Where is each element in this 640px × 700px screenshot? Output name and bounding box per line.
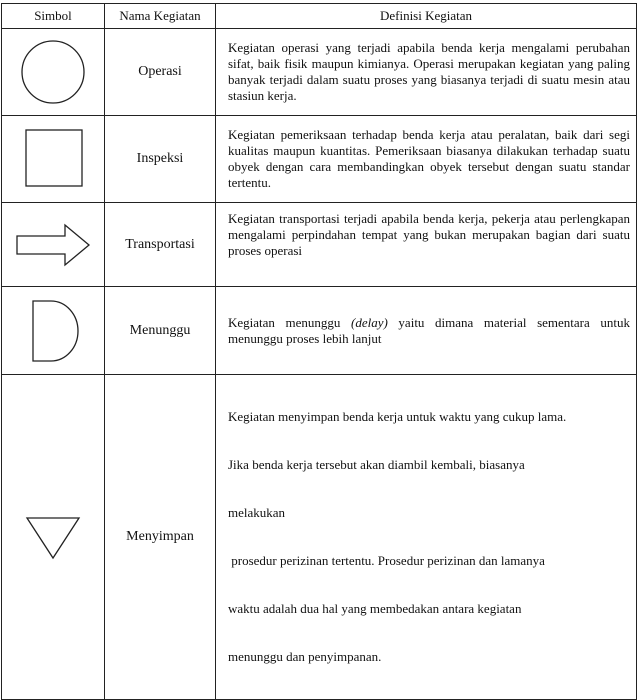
table-row <box>2 29 637 116</box>
symbol-cell <box>2 287 105 375</box>
table-row <box>2 203 637 287</box>
activity-definition: Kegiatan transportasi terjadi apabila benda kerja, pekerja atau perlengkapan mengalami perpindahan tempat yang bukan merupakan bagian dari suatu proses operasi <box>216 203 637 287</box>
symbol-cell <box>2 203 105 287</box>
table-header-row <box>2 4 637 29</box>
activity-symbol-table <box>1 3 637 700</box>
activity-definition: Kegiatan operasi yang terjadi apabila benda kerja mengalami perubahan sifat, baik fisik maupun kimianya. Operasi merupakan kegiatan yang paling banyak terjadi dalam suatu proses yang biasanya terjadi di suatu mesin atau stasiun kerja. <box>216 29 637 116</box>
activity-name: Menunggu <box>105 287 216 375</box>
d-shape-icon <box>23 296 83 366</box>
square-icon <box>18 124 88 194</box>
circle-icon <box>18 37 88 107</box>
table-row <box>2 287 637 375</box>
activity-definition: Kegiatan pemeriksaan terhadap benda kerja atau peralatan, baik dari segi kualitas maupun kuantitas. Pemeriksaan biasanya dilakukan terhadap suatu obyek dengan cara membandingkan obyek tersebut dengan suatu standar tertentu. <box>216 116 637 203</box>
activity-name: Transportasi <box>105 203 216 287</box>
symbol-cell <box>2 116 105 203</box>
triangle-down-icon <box>23 512 83 562</box>
symbol-cell <box>2 375 105 700</box>
activity-name: Operasi <box>105 29 216 116</box>
activity-definition: Kegiatan menyimpan benda kerja untuk waktu yang cukup lama. Jika benda kerja tersebut akan diambil kembali, biasanya melakukan prosedur perizinan tertentu. Prosedur perizinan dan lamanya waktu adalah dua hal yang membedakan antara kegiatan menunggu dan penyimpanan. <box>216 375 637 700</box>
table-row <box>2 116 637 203</box>
activity-definition: Kegiatan menunggu (delay) yaitu dimana material sementara untuk menunggu proses lebih lanjut <box>216 287 637 375</box>
arrow-right-icon <box>13 220 93 270</box>
header-definition: Definisi Kegiatan <box>216 4 637 29</box>
activity-name: Inspeksi <box>105 116 216 203</box>
table-row <box>2 375 637 700</box>
header-name: Nama Kegiatan <box>105 4 216 29</box>
activity-name: Menyimpan <box>105 375 216 700</box>
symbol-cell <box>2 29 105 116</box>
delay-term: (delay) <box>351 314 388 330</box>
header-symbol: Simbol <box>2 4 105 29</box>
